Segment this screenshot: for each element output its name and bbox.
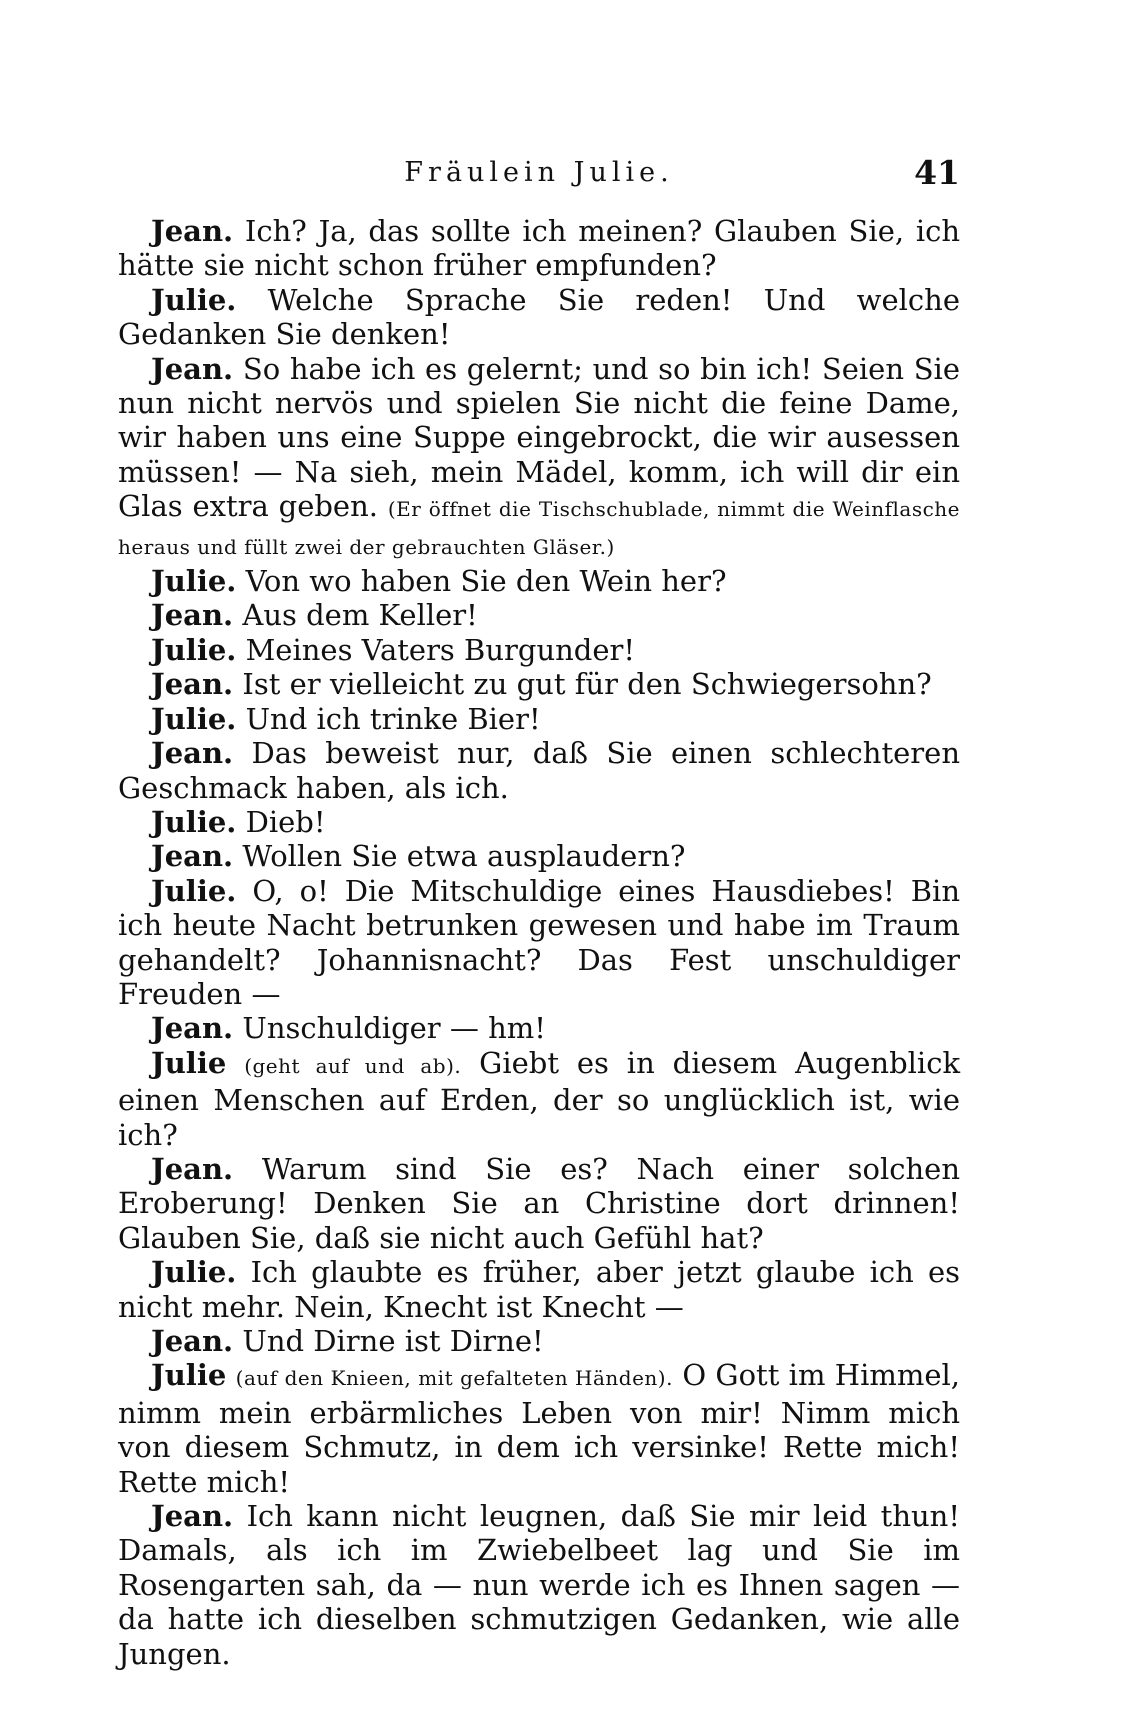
speech-julie xyxy=(118,283,960,352)
speech-text: Giebt es in diesem Augenblick einen Menschen auf Erden, der so unglücklich ist, wie ich? xyxy=(118,1045,961,1152)
speech-text: O, o! Die Mitschuldige eines Hausdiebes! Bin ich heute Nacht betrunken gewesen und habe im Traum gehandelt? Johannisnacht? Das Fest unschuldiger Freuden — xyxy=(118,873,961,1011)
speech-text: Welche Sprache Sie reden! Und welche Gedanken Sie denken! xyxy=(118,282,961,352)
stage-direction: (Er öffnet die Tischschublade, nimmt die Weinflasche heraus und füllt zwei der gebrauchten Gläser.) xyxy=(118,497,960,559)
speaker-name: Julie. xyxy=(151,701,237,736)
page-number: 41 xyxy=(914,153,960,192)
speech-jean xyxy=(118,598,960,632)
speech-julie xyxy=(118,564,960,598)
speaker-name: Julie. xyxy=(151,1255,237,1290)
speech-text: Warum sind Sie es? Nach einer solchen Eroberung! Denken Sie an Christine dort drinnen! Glauben Sie, daß sie nicht auch Gefühl hat? xyxy=(118,1151,961,1255)
speech-julie xyxy=(118,1255,960,1324)
speech-text: Wollen Sie etwa ausplaudern? xyxy=(242,839,686,874)
speaker-name: Julie. xyxy=(151,282,237,317)
speaker-name: Julie xyxy=(151,1358,227,1393)
speech-text: Unschuldiger — hm! xyxy=(242,1011,546,1046)
running-title: Fräulein Julie. xyxy=(404,157,674,188)
speaker-name: Jean. xyxy=(151,736,234,771)
speech-text: Ist er vielleicht zu gut für den Schwiegersohn? xyxy=(242,667,932,702)
speech-text: Und Dirne ist Dirne! xyxy=(242,1324,544,1358)
speech-jean xyxy=(118,839,960,873)
speaker-name: Jean. xyxy=(151,1499,234,1534)
speech-text: Meines Vaters Burgunder! xyxy=(245,632,636,667)
speaker-name: Jean. xyxy=(151,667,234,702)
speech-jean xyxy=(118,667,960,701)
speaker-name: Jean. xyxy=(151,839,234,874)
speech-julie xyxy=(118,1046,960,1152)
speech-julie xyxy=(118,1358,960,1499)
speech-jean xyxy=(118,1152,960,1255)
speech-text: Von wo haben Sie den Wein her? xyxy=(245,564,727,599)
speech-text: Ich? Ja, das sollte ich meinen? Glauben Sie, ich hätte sie nicht schon früher empfunden? xyxy=(118,214,961,283)
speech-jean xyxy=(118,352,960,564)
speech-julie xyxy=(118,633,960,667)
speaker-name: Jean. xyxy=(151,214,234,248)
speaker-name: Julie. xyxy=(151,873,237,908)
speech-julie xyxy=(118,702,960,736)
speaker-name: Julie. xyxy=(151,632,237,667)
speech-julie xyxy=(118,805,960,839)
stage-direction: (auf den Knieen, mit gefalteten Händen). xyxy=(235,1366,673,1391)
speaker-name: Julie. xyxy=(151,564,237,599)
speaker-name: Jean. xyxy=(151,598,234,633)
speech-jean xyxy=(118,1499,960,1671)
speech-jean xyxy=(118,736,960,805)
speech-text: Ich glaubte es früher, aber jetzt glaube ich es nicht mehr. Nein, Knecht ist Knecht — xyxy=(118,1255,961,1324)
speech-text: So habe ich es gelernt; und so bin ich! Seien Sie nun nicht nervös und spielen Sie nicht die feine Dame, wir haben uns eine Suppe eingebrockt, die wir ausessen müssen! — Na sieh, mein Mädel, komm, ich will dir ein Glas extra geben. xyxy=(118,351,960,524)
speech-text: Das beweist nur, daß Sie einen schlechteren Geschmack haben, als ich. xyxy=(118,736,960,805)
speaker-name: Jean. xyxy=(151,1151,234,1186)
speech-text: Ich kann nicht leugnen, daß Sie mir leid thun! Damals, als ich im Zwiebelbeet lag und Sie im Rosengarten sah, da — nun werde ich es Ihnen sagen — da hatte ich dieselben schmutzigen Gedanken, wie alle Jungen. xyxy=(118,1499,961,1671)
speech-text: O Gott im Himmel, nimm mein erbärmliches Leben von mir! Nimm mich von diesem Schmutz, in dem ich versinke! Rette mich! Rette mich! xyxy=(118,1358,961,1499)
speaker-name: Julie xyxy=(151,1045,227,1080)
page-header xyxy=(118,153,960,197)
speaker-name: Jean. xyxy=(151,351,234,386)
speaker-name: Julie. xyxy=(151,804,237,839)
speech-text: Dieb! xyxy=(245,804,326,839)
speech-jean xyxy=(118,1011,960,1045)
dialogue-text xyxy=(118,214,960,1671)
stage-direction: (geht auf und ab). xyxy=(244,1053,462,1078)
speaker-name: Jean. xyxy=(151,1011,234,1046)
speech-jean xyxy=(118,214,960,283)
speech-jean xyxy=(118,1324,960,1358)
speech-julie xyxy=(118,874,960,1012)
speech-text: Aus dem Keller! xyxy=(242,598,478,633)
speaker-name: Jean. xyxy=(151,1324,234,1358)
speech-text: Und ich trinke Bier! xyxy=(245,701,541,736)
